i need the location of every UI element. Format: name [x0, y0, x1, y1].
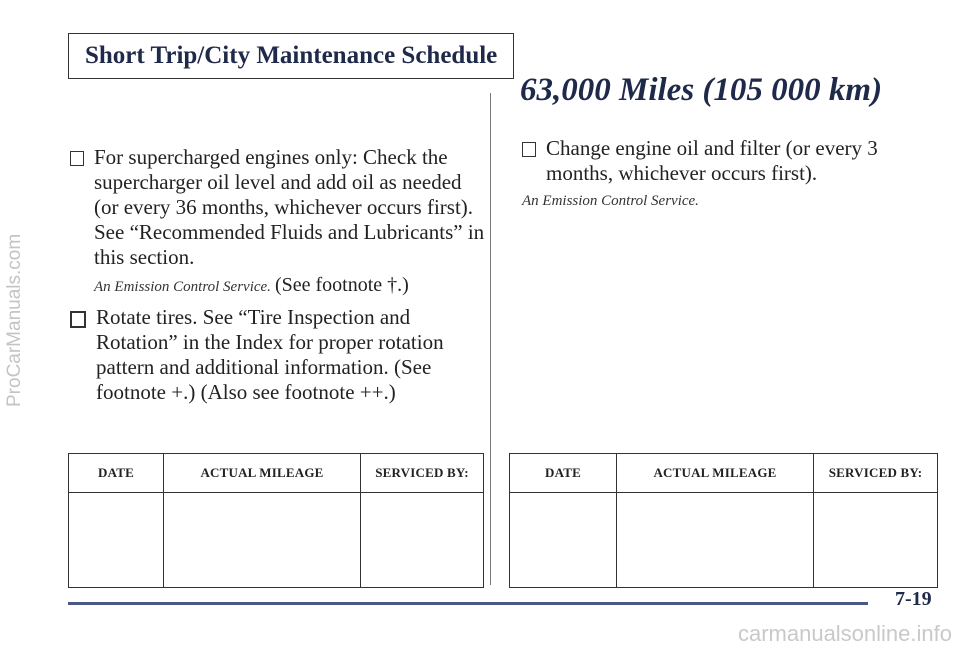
emission-note-row [522, 192, 897, 210]
table-header-serviced-by: SERVICED BY: [814, 454, 938, 493]
checklist-item-text: Change engine oil and filter (or every 3 months, whichever occurs first). [546, 136, 878, 185]
footer-rule [68, 602, 868, 605]
table-header-mileage: ACTUAL MILEAGE [164, 454, 361, 493]
serviced-by-cell[interactable] [814, 493, 938, 588]
table-header-mileage: ACTUAL MILEAGE [617, 454, 814, 493]
service-log-table-left [68, 453, 484, 588]
checklist-item-text: For supercharged engines only: Check the supercharger oil level and add oil as needed (or every 36 months, whichever occurs first). See “Recommended Fluids and Lubricants” in this section. [94, 145, 485, 269]
checklist-item [70, 305, 490, 405]
mileage-cell[interactable] [617, 493, 814, 588]
checkbox-icon[interactable] [522, 142, 536, 157]
checkbox-icon[interactable] [70, 311, 86, 328]
watermark-side: ProCarManuals.com [4, 233, 25, 407]
table-header-date: DATE [510, 454, 617, 493]
date-cell[interactable] [510, 493, 617, 588]
checklist-item [70, 145, 490, 270]
date-cell[interactable] [69, 493, 164, 588]
column-divider [490, 93, 491, 585]
table-header-date: DATE [69, 454, 164, 493]
right-column [522, 136, 897, 210]
table-header-row [510, 454, 938, 493]
emission-note: An Emission Control Service. [94, 279, 271, 295]
service-log-table-right [509, 453, 938, 588]
watermark-bottom: carmanualsonline.info [737, 621, 952, 646]
mileage-cell[interactable] [164, 493, 361, 588]
emission-note: An Emission Control Service. [522, 193, 699, 209]
mileage-title: 63,000 Miles (105 000 km) [520, 72, 883, 108]
serviced-by-cell[interactable] [361, 493, 484, 588]
emission-note-row [70, 274, 490, 297]
footnote-ref: (See footnote †.) [274, 274, 409, 296]
table-row [510, 493, 938, 588]
checklist-item [522, 136, 897, 186]
left-column [70, 145, 490, 405]
checklist-item-text: Rotate tires. See “Tire Inspection and Rotation” in the Index for proper rotation pattern and additional information. (See footnote +.) (Also see footnote ++.) [96, 305, 444, 404]
table-header-row [69, 454, 484, 493]
checkbox-icon[interactable] [70, 151, 84, 166]
page-number: 7-19 [895, 588, 932, 610]
section-header [68, 33, 514, 79]
table-header-serviced-by: SERVICED BY: [361, 454, 484, 493]
section-header-title: Short Trip/City Maintenance Schedule [85, 42, 498, 69]
table-row [69, 493, 484, 588]
